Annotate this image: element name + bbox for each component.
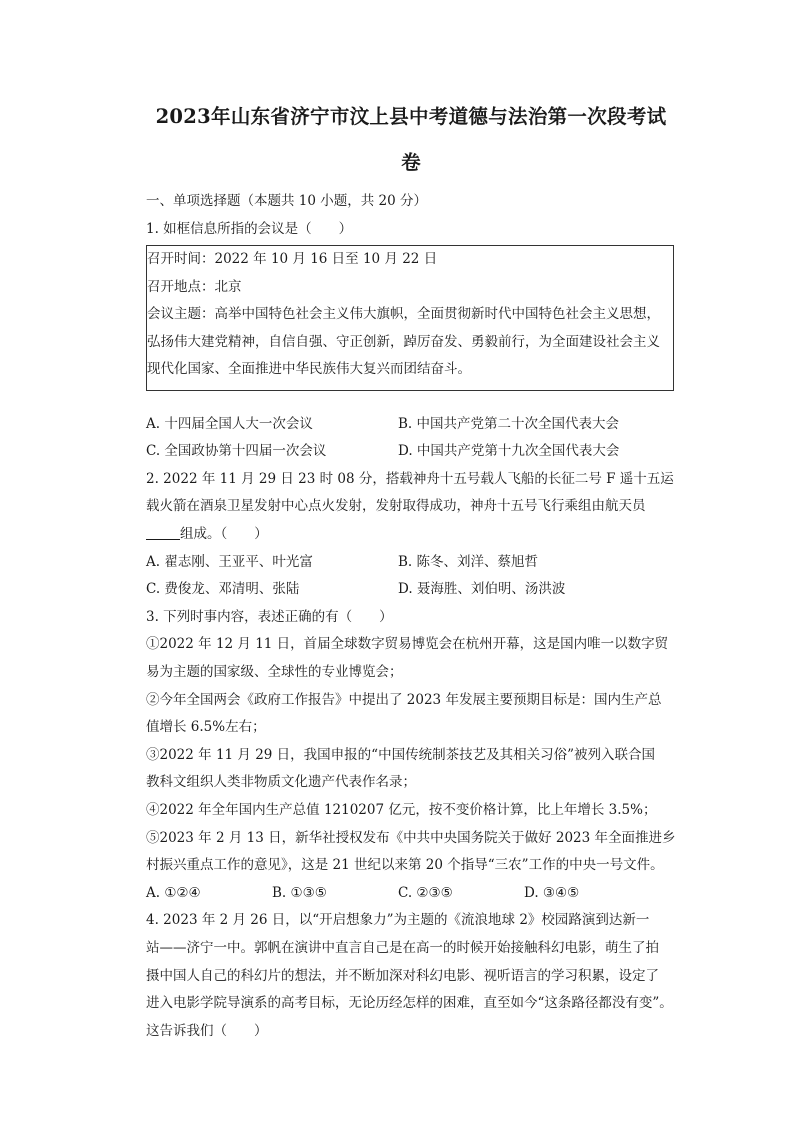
q2-option-c[interactable]: C. 费俊龙、邓清明、张陆 [146,581,300,598]
q4-line: 这告诉我们（ ） [146,1022,268,1039]
q3-item-line: 易为主题的国家级、全球性的专业博览会； [146,664,403,681]
q1-option-a[interactable]: A. 十四届全国人大一次会议 [146,415,313,432]
q3-option-c[interactable]: C. ②③⑤ [398,884,453,901]
q3-option-a[interactable]: A. ①②④ [146,884,201,901]
exam-title-line2: 卷 [401,151,421,174]
q2-option-d[interactable]: D. 聂海胜、刘伯明、汤洪波 [398,581,566,598]
q3-stem: 3. 下列时事内容，表述正确的有（ ） [146,608,393,625]
q4-line: 4. 2023 年 2 月 26 日，以“开启想象力”为主题的《流浪地球 2》校园路演到达新一 [146,912,650,929]
q2-option-a[interactable]: A. 翟志刚、王亚平、叶光富 [146,553,313,570]
q3-item-line: 值增长 6.5%左右； [146,719,266,736]
q1-option-d[interactable]: D. 中国共产党第十九次全国代表大会 [398,443,620,460]
q3-item-line: ④2022 年全年国内生产总值 1210207 亿元，按不变价格计算，比上年增长 3.5%； [146,802,657,818]
q1-options-row2 [146,438,676,466]
answer-blank[interactable] [146,525,180,540]
q2-stem-line3 [146,521,676,549]
q2-options-row2 [146,576,676,604]
q2-stem-line2: 载火箭在酒泉卫星发射中心点火发射，发射取得成功，神舟十五号飞行乘组由航天员 [146,498,646,515]
q4-line: 站——济宁一中。郭帆在演讲中直言自己是在高一的时候开始接触科幻电影，萌生了拍 [146,939,659,956]
q3-item-line: ③2022 年 11 月 29 日，我国申报的“中国传统制茶技艺及其相关习俗”被列入联合国 [146,746,655,763]
q3-option-d[interactable]: D. ③④⑤ [524,884,580,901]
q1-box-place: 召开地点：北京 [147,278,242,295]
q1-options-row1 [146,411,676,439]
q2-stem-tail: 组成。（ ） [180,526,268,543]
q1-box-theme: 会议主题：高举中国特色社会主义伟大旗帜，全面贯彻新时代中国特色社会主义思想，弘扬伟大建党精神，自信自强、守正创新，踔厉奋发、勇毅前行，为全面建设社会主义现代化国家、全面推进中华民族伟大复兴而团结奋斗。 [147,306,660,378]
exam-title-line1: 2023年山东省济宁市汶上县中考道德与法治第一次段考试 [155,105,667,128]
q4-line: 摄中国人自己的科幻片的想法，并不断加深对科幻电影、视听语言的学习积累，设定了 [146,967,659,984]
section-heading: 一、单项选择题（本题共 10 小题，共 20 分） [146,193,428,209]
q3-item-line: 教科文组织人类非物质文化遗产代表作名录； [146,774,416,791]
q4-line: 进入电影学院导演系的高考目标，无论历经怎样的困难，直至如今“这条路径都没有变”。 [146,995,673,1012]
q1-stem: 1. 如框信息所指的会议是（ ） [146,220,353,237]
q3-item-line: ⑤2023 年 2 月 13 日，新华社授权发布《中共中央国务院关于做好 2023 年全面推进乡 [146,829,676,846]
q2-options-row1 [146,549,676,577]
q1-option-c[interactable]: C. 全国政协第十四届一次会议 [146,443,327,460]
q3-item-line: ①2022 年 12 月 11 日，首届全球数字贸易博览会在杭州开幕，这是国内唯一以数字贸 [146,636,669,653]
q3-option-b[interactable]: B. ①③⑤ [272,884,327,901]
exam-page [146,94,676,1045]
q1-box-time: 召开时间：2022 年 10 月 16 日至 10 月 22 日 [147,251,438,268]
q3-options [146,880,676,908]
q3-item-line: ②今年全国两会《政府工作报告》中提出了 2023 年发展主要预期目标是：国内生产总 [146,691,662,708]
q1-info-box [146,245,674,391]
q2-stem-line1: 2. 2022 年 11 月 29 日 23 时 08 分，搭载神舟十五号载人飞船的长征二号 F 遥十五运 [146,470,674,487]
q1-option-b[interactable]: B. 中国共产党第二十次全国代表大会 [398,415,620,432]
q3-item-line: 村振兴重点工作的意见》，这是 21 世纪以来第 20 个指导“三农”工作的中央一号文件。 [146,857,664,874]
q2-option-b[interactable]: B. 陈冬、刘洋、蔡旭哲 [398,553,539,570]
